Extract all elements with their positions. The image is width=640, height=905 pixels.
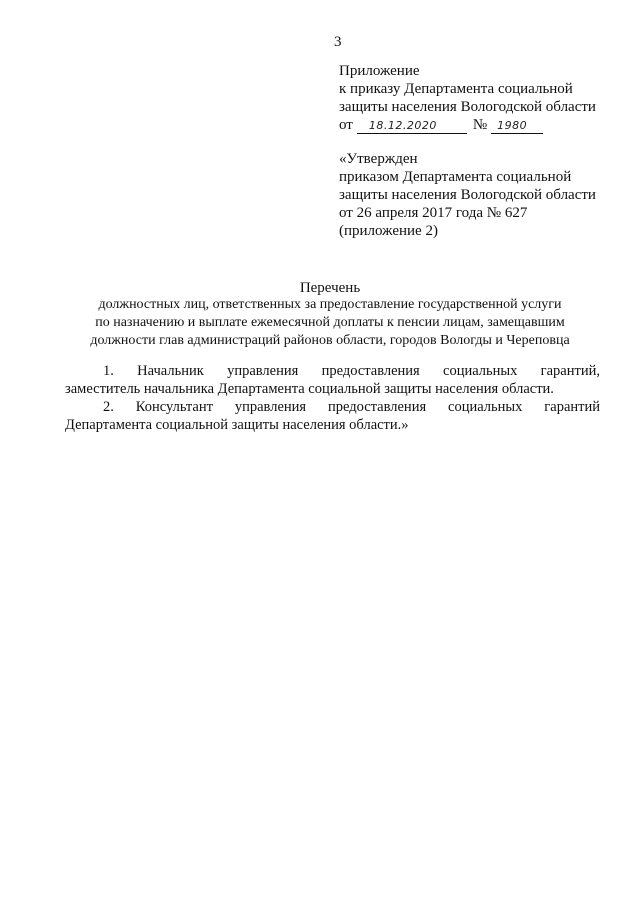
list-subtitle-line-1: должностных лиц, ответственных за предоставление государственной услуги bbox=[98, 297, 562, 312]
appendix-block bbox=[339, 62, 629, 134]
appendix-date-line bbox=[339, 116, 629, 134]
number-sign: № bbox=[472, 117, 488, 133]
approved-line-order: приказом Департамента социальной bbox=[339, 169, 572, 185]
page-number: 3 bbox=[334, 34, 342, 50]
approved-block bbox=[339, 150, 629, 240]
appendix-line-department: защиты населения Вологодской области bbox=[339, 99, 596, 115]
list-subtitle-line-2: по назначению и выплате ежемесячной доплаты к пенсии лицам, замещавшим bbox=[95, 315, 565, 330]
appendix-title: Приложение bbox=[339, 63, 420, 79]
list-subtitle-line-3: должности глав администраций районов области, городов Вологды и Череповца bbox=[90, 333, 570, 348]
handwritten-date: 18.12.2020 bbox=[357, 119, 467, 134]
handwritten-number: 1980 bbox=[491, 119, 543, 134]
officials-list bbox=[65, 362, 600, 434]
approved-title: «Утвержден bbox=[339, 151, 418, 167]
approved-line-appendix: (приложение 2) bbox=[339, 223, 438, 239]
approved-line-date: от 26 апреля 2017 года № 627 bbox=[339, 205, 528, 221]
list-item-2-line-2: Департамента социальной защиты населения области.» bbox=[65, 417, 409, 433]
list-item-1-line-2: заместитель начальника Департамента социальной защиты населения области. bbox=[65, 381, 554, 397]
list-subtitle bbox=[60, 296, 600, 350]
date-prefix: от bbox=[339, 117, 353, 133]
list-item-2-line-1: 2. Консультант управления предоставления социальных гарантий bbox=[103, 399, 600, 415]
list-title: Перечень bbox=[299, 280, 361, 296]
approved-line-department: защиты населения Вологодской области bbox=[339, 187, 596, 203]
list-item-1-line-1: 1. Начальник управления предоставления социальных гарантий, bbox=[103, 363, 600, 379]
appendix-line-order: к приказу Департамента социальной bbox=[339, 81, 573, 97]
